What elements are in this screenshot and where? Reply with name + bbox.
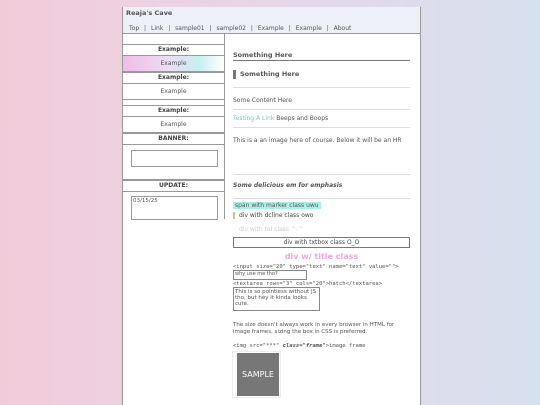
testing-link[interactable]: Testing A Link [233, 115, 275, 122]
img-code-pre: <img src="***" [233, 343, 280, 349]
marker-row [233, 198, 410, 209]
banner-placeholder [131, 150, 218, 167]
sidebar-item-example-2[interactable]: Example [123, 84, 224, 100]
sidebar [123, 44, 224, 228]
sidebar-heading: Example: [123, 105, 224, 117]
img-code [233, 343, 410, 349]
img-code-post: >image frame [325, 343, 366, 349]
sidebar-heading: Example: [123, 72, 224, 84]
hr-note: This is a an image here of course. Below it will be an HR [233, 127, 410, 174]
banner-heading: BANNER: [123, 133, 224, 145]
link-row [233, 109, 410, 127]
marker-span: span with marker class uwu [235, 202, 319, 209]
text-input[interactable]: why use me tho? [233, 270, 307, 280]
main-content [233, 47, 410, 397]
nav-example-1[interactable]: Example [257, 25, 284, 32]
sidebar-item-example-1[interactable]: Example [123, 56, 224, 72]
banner-box [123, 145, 224, 180]
nav-sep: | [288, 25, 291, 32]
image-frame [233, 352, 280, 397]
update-heading: UPDATE: [123, 180, 224, 192]
update-textarea[interactable] [131, 196, 218, 220]
nav-sample01[interactable]: sample01 [175, 25, 205, 32]
em-text: Some delicious em for emphasis [233, 174, 410, 198]
sample-image: SAMPLE [237, 353, 279, 396]
textarea-field[interactable]: This is so pointless without JS tho, but hey it kinda looks cute. [233, 287, 320, 311]
nav-sample02[interactable]: sample02 [216, 25, 246, 32]
nav-sep: | [326, 25, 329, 32]
dcline-div: div with dcline class owo [233, 212, 410, 219]
txtbox-div: div with txtbox class O_O [233, 237, 410, 248]
nav-sep: | [144, 25, 147, 32]
textarea-code: <textarea rows="3" cols="20">hatch</textarea> [233, 281, 383, 287]
sidebar-divider [224, 33, 225, 219]
update-area [123, 192, 224, 228]
note-text: The size doesn't always work in every browser in HTML for image frames, sizing the box in CSS is preferred. [233, 322, 395, 335]
nav-link[interactable]: Link [151, 25, 164, 32]
page-container [122, 7, 421, 405]
title-class-div: div w/ title class [284, 252, 359, 261]
nav-example-2[interactable]: Example [295, 25, 322, 32]
sidebar-heading: Example: [123, 44, 224, 56]
nav-sep: | [250, 25, 253, 32]
sub-heading: Something Here [233, 70, 410, 79]
nav-bar [129, 25, 354, 32]
nav-about[interactable]: About [333, 25, 352, 32]
content-text: Some Content Here [233, 87, 410, 109]
nav-top[interactable]: Top [129, 25, 140, 32]
img-code-class: class="frame" [282, 343, 326, 349]
link-after-text: Beeps and Boops [276, 115, 329, 122]
header-bar [123, 7, 420, 34]
input-code: <input size="20" type="text" name="text" value=""> [233, 264, 399, 270]
tol-div: div with tol class ^-^ [239, 226, 304, 233]
site-title: Reaja's Cave [126, 9, 173, 17]
main-heading: Something Here [233, 51, 410, 61]
nav-sep: | [209, 25, 212, 32]
nav-sep: | [168, 25, 171, 32]
sidebar-item-example-3[interactable]: Example [123, 117, 224, 133]
